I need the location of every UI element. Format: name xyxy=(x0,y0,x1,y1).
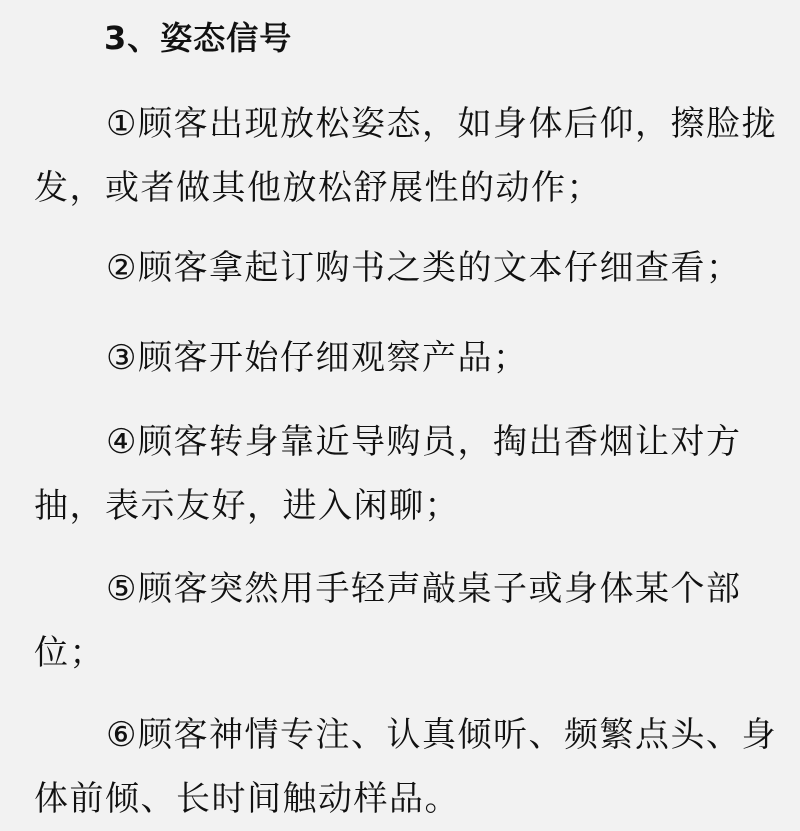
list-item: ②顾客拿起订购书之类的文本仔细查看； xyxy=(106,248,742,288)
list-item: ③顾客开始仔细观察产品； xyxy=(106,338,529,378)
list-item: ⑤顾客突然用手轻声敲桌子或身体某个部位； xyxy=(34,569,742,673)
list-item: ⑥顾客神情专注、认真倾听、频繁点头、身体前倾、长时间触动样品。 xyxy=(34,715,777,819)
list-item: ④顾客转身靠近导购员，掏出香烟让对方抽，表示友好，进入闲聊； xyxy=(34,422,742,526)
section-heading: 3、姿态信号 xyxy=(104,19,293,57)
list-item: ①顾客出现放松姿态，如身体后仰，擦脸拢发，或者做其他放松舒展性的动作； xyxy=(34,104,777,208)
